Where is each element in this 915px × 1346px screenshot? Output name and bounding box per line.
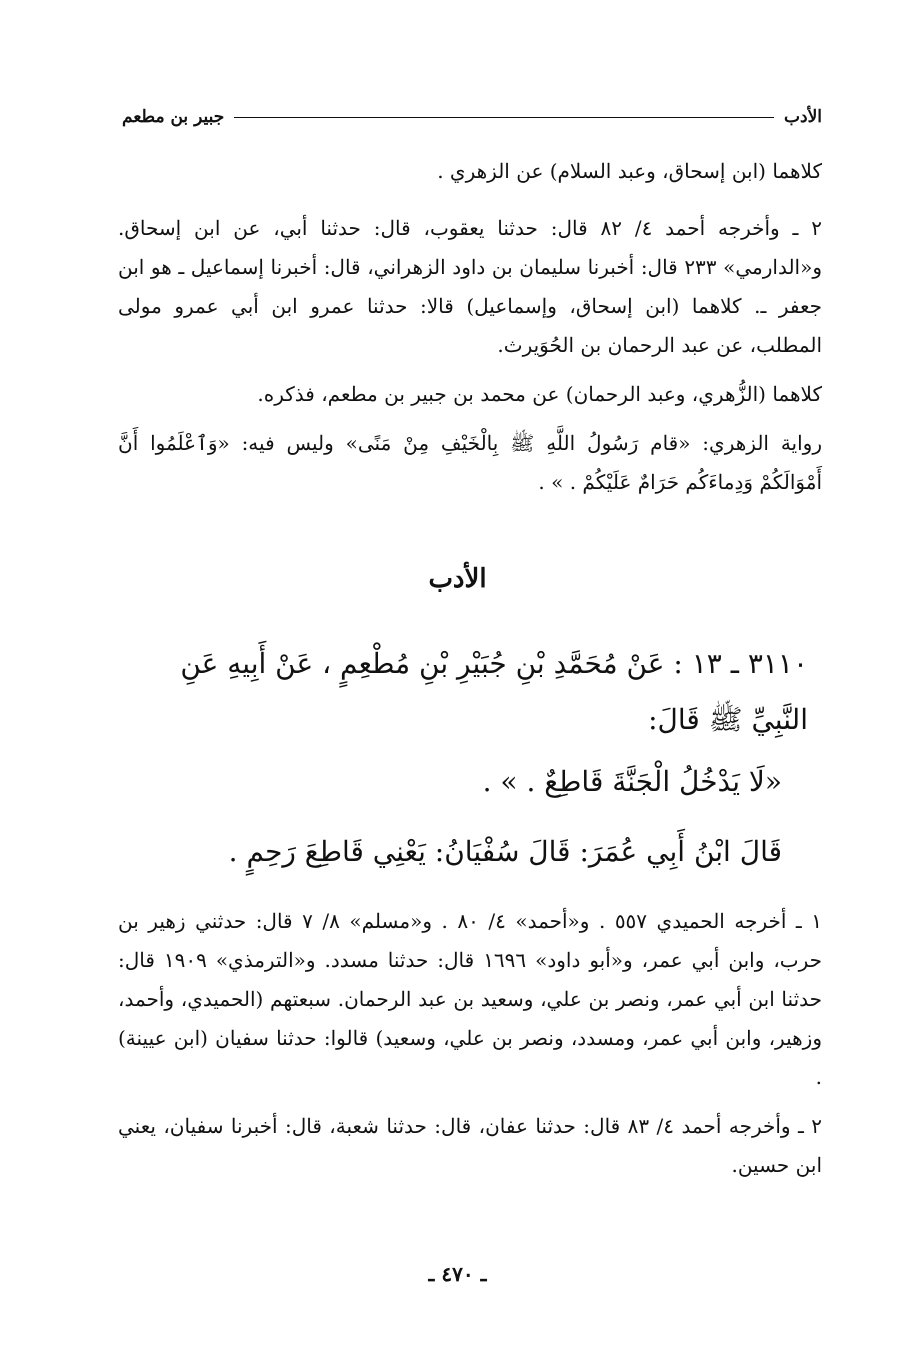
bottom-paragraph: ١ ـ أخرجه الحميدي ٥٥٧ . و«أحمد» ٤/ ٨٠ . و«مسلم» ٨/ ٧ قال: حدثني زهير بن حرب، وابن أبي عمر، و«أبو داود» ١٦٩٦ قال: حدثنا مسدد. و«الترمذي» ١٩٠٩ قال: حدثنا ابن أبي عمر، ونصر بن علي، وسعيد بن عبد الرحمان. سبعتهم (الحميدي، وأحمد، وزهير، وابن أبي عمر، ومسدد، ونصر بن علي، وسعيد) قالوا: حدثنا سفيان (ابن عيينة) . xyxy=(118,909,823,1089)
header-chapter-title: جبير بن مطعم xyxy=(122,107,225,127)
running-header xyxy=(122,102,822,132)
hadith-note: قَالَ ابْنُ أَبِي عُمَرَ: قَالَ سُفْيَانُ: يَعْنِي قَاطِعَ رَحِمٍ . xyxy=(228,835,782,868)
hadith-matn: «لَا يَدْخُلُ الْجَنَّةَ قَاطِعٌ . » . xyxy=(482,765,782,798)
bottom-footnote-block xyxy=(118,902,822,1195)
top-paragraph: كلاهما (الزُّهري، وعبد الرحمان) عن محمد بن جبير بن مطعم، فذكره. xyxy=(257,382,822,406)
header-section-title: الأدب xyxy=(784,107,822,127)
header-rule xyxy=(234,117,774,118)
page-number: ـ ٤٧٠ ـ xyxy=(428,1262,487,1286)
top-paragraph: ٢ ـ وأخرجه أحمد ٤/ ٨٢ قال: حدثنا يعقوب، قال: حدثنا أبي، عن ابن إسحاق. و«الدارمي» ٢٣٣ قال: أخبرنا سليمان بن داود الزهراني، قال: أخبرنا إسماعيل ـ هو ابن جعفر ـ. كلاهما (ابن إسحاق، وإسماعيل) قالا: حدثنا عمرو ابن أبي عمرو مولى المطلب، عن عبد الرحمان بن الحُوَيرث. xyxy=(118,216,822,357)
bottom-paragraph: ٢ ـ وأخرجه أحمد ٤/ ٨٣ قال: حدثنا عفان، قال: حدثنا شعبة، قال: أخبرنا سفيان، يعني ابن حسين. xyxy=(118,1114,822,1177)
top-paragraph: كلاهما (ابن إسحاق، وعبد السلام) عن الزهري . xyxy=(437,159,822,183)
top-footnote-block xyxy=(118,152,822,512)
hadith-block xyxy=(118,636,822,880)
hadith-isnad: ٣١١٠ ـ ١٣ : عَنْ مُحَمَّدِ بْنِ جُبَيْرِ بْنِ مُطْعِمٍ ، عَنْ أَبِيهِ عَنِ النَّبِيِّ ﷺ قَالَ: xyxy=(180,647,808,736)
section-heading: الأدب xyxy=(428,564,487,594)
top-paragraph: رواية الزهري: «قام رَسُولُ اللَّهِ ﷺ بِالْخَيْفِ مِنْ مَنًى» وليس فيه: «وَٱعْلَمُوا أَنَّ أَمْوَالَكُمْ وَدِماءَكُم حَرَامٌ عَلَيْكُمْ . » . xyxy=(118,431,822,494)
